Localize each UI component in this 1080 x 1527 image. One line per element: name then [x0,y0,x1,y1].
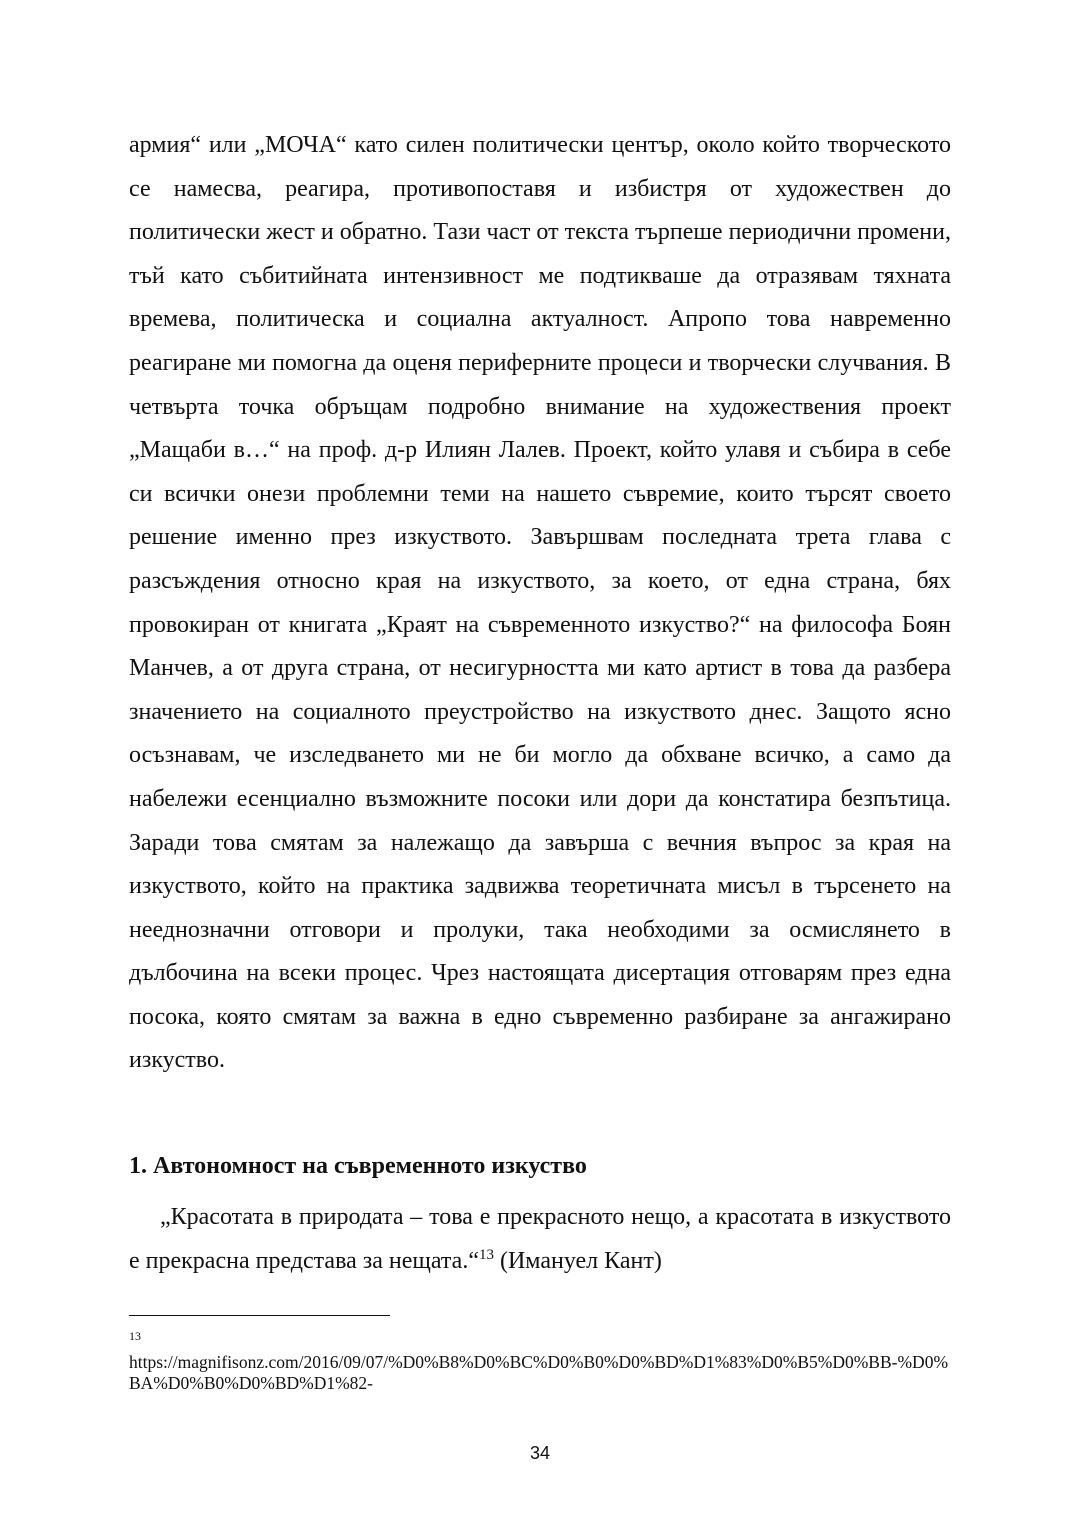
footnote-reference[interactable]: 13 [478,1246,494,1263]
footnote-marker: 13 [129,1329,141,1343]
epigraph [129,1196,951,1283]
footnote-separator [129,1315,390,1316]
footnote-url[interactable]: https://magnifisonz.com/2016/09/07/%D0%B8%D0%BC%D0%B0%D0%BD%D1%83%D0%B5%D0%BB-%D0%BA%D0%B0%D0%BD%D1%82- [129,1352,949,1393]
section-heading: 1. Автономност на съвременното изкуство [129,1153,587,1179]
epigraph-attribution: (Имануел Кант) [493,1247,662,1274]
page-number: 34 [529,1443,551,1463]
epigraph-quote: „Красотата в природата – това е прекрасното нещо, а красотата в изкуството е прекрасна представа за нещата.“ [129,1204,951,1274]
body-paragraph: армия“ или „МОЧА“ като силен политически център, около който творческото се намесва, реагира, противопоставя и избистря от художествен до политически жест и обратно. Тази част от текста търпеше периодични промени, тъй като събитийната интензивност ме подтикваше да отразявам тяхната времева, политическа и социална актуалност. Апропо това навременно реагиране ми помогна да оценя периферните процеси и творчески случвания. В четвърта точка обръщам подробно внимание на художествения проект „Мащаби в…“ на проф. д-р Илиян Лалев. Проект, който улавя и събира в себе си всички онези проблемни теми на нашето съвремие, които търсят своето решение именно през изкуството. Завършвам последната трета глава с разсъждения относно края на изкуството, за което, от една страна, бях провокиран от книгата „Краят на съвременното изкуство?“ на философа Боян Манчев, а от друга страна, от несигурността ми като артист в това да разбера значението на социалното преустройство на изкуството днес. Защото ясно осъзнавам, че изследването ми не би могло да обхване всичко, а само да набележи есенциално възможните посоки или дори да констатира безпътица. Заради това смятам за належащо да завърша с вечния въпрос за края на изкуството, който на практика задвижва теоретичната мисъл в търсенето на нееднозначни отговори и пролуки, така необходими за осмислянето в дълбочина на всеки процес. Чрез настоящата дисертация отговарям през една посока, която смятам за важна в едно съвременно разбиране за ангажирано изкуство. [129,132,951,1074]
